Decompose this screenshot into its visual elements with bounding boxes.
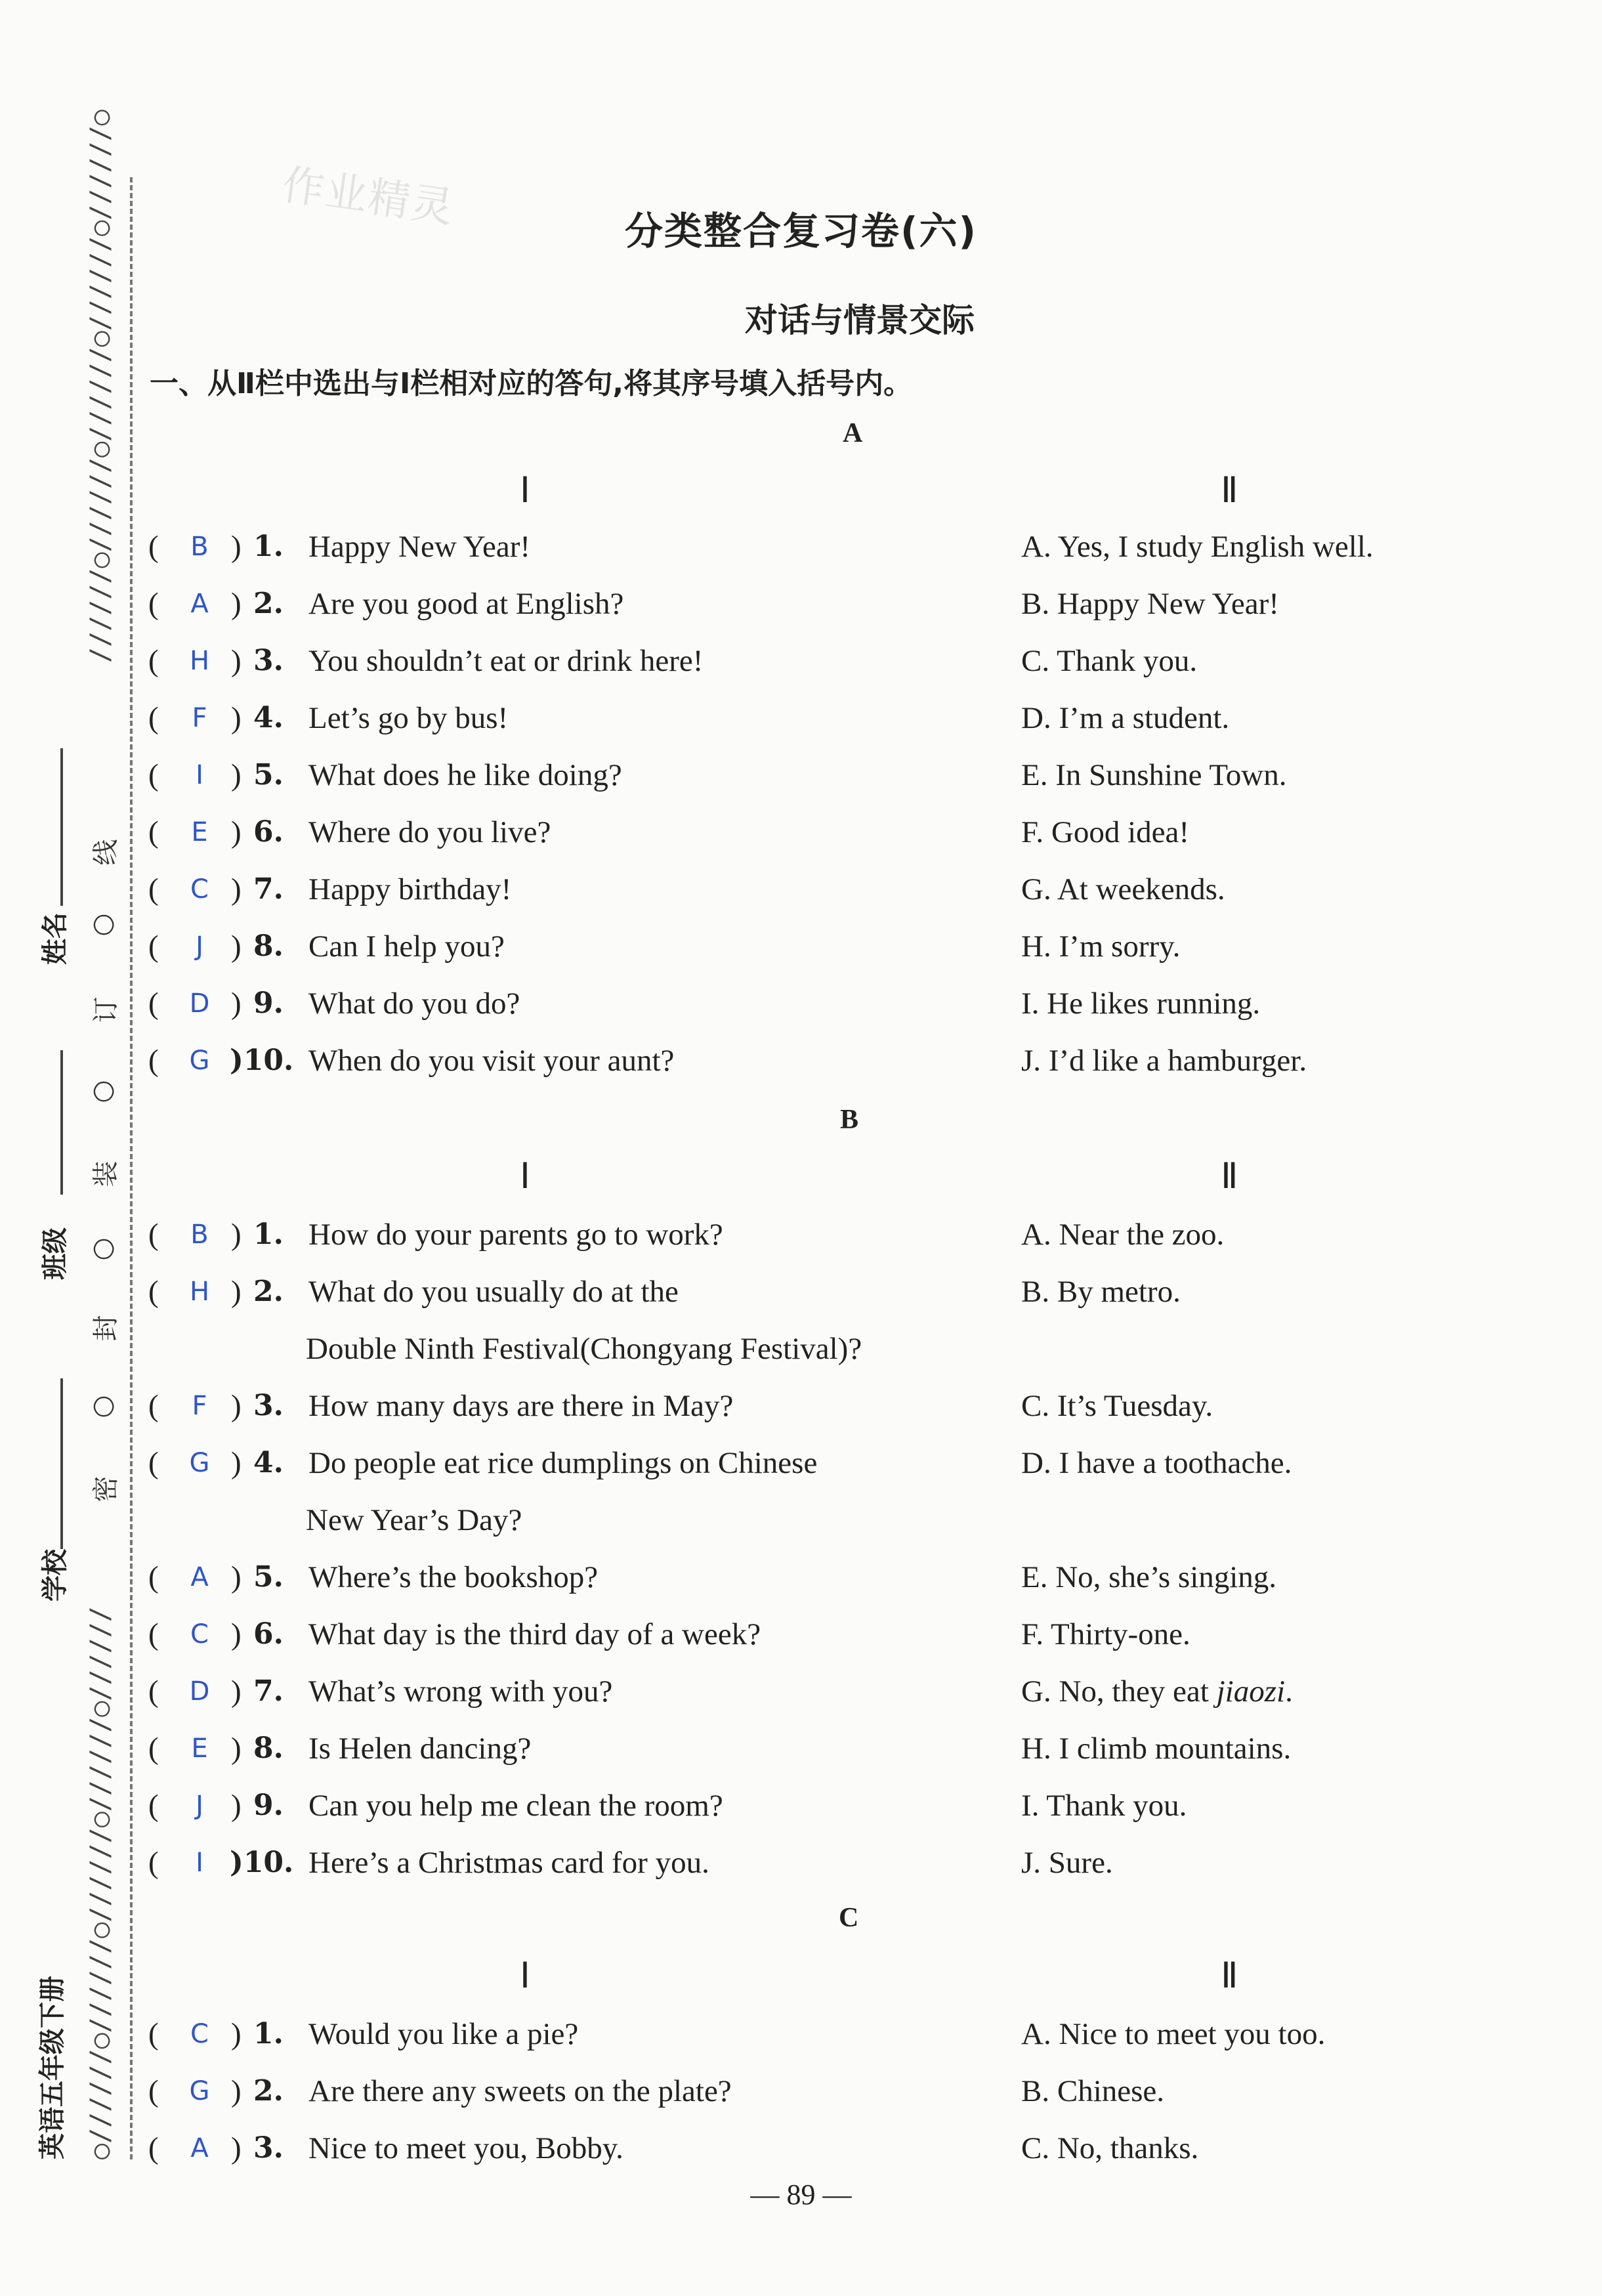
section-label-a: A bbox=[843, 418, 863, 448]
left-paren: ( bbox=[148, 1674, 159, 1709]
option-text-main: A. Yes, I study English well. bbox=[1021, 530, 1374, 564]
question-number: )10. bbox=[230, 1846, 294, 1879]
answer-option bbox=[1021, 975, 1260, 1032]
option-text-main: I. He likes running. bbox=[1021, 987, 1261, 1021]
right-paren: ) bbox=[231, 929, 242, 964]
question-number: 1. bbox=[253, 530, 284, 563]
question-row bbox=[0, 861, 1602, 918]
answer-option bbox=[1021, 2006, 1325, 2062]
question-text: Are you good at English? bbox=[308, 587, 624, 621]
question-number: 6. bbox=[253, 815, 284, 849]
option-text-main: C. It’s Tuesday. bbox=[1021, 1389, 1213, 1423]
question-number: 2. bbox=[253, 2074, 284, 2108]
question-number: )10. bbox=[230, 1044, 294, 1077]
question-number: 3. bbox=[253, 2131, 284, 2165]
option-text-italic: jiaozi bbox=[1216, 1674, 1286, 1709]
answer-option bbox=[1021, 576, 1279, 632]
answer-option bbox=[1021, 1777, 1187, 1834]
right-paren: ) bbox=[231, 644, 242, 678]
answer-value: F bbox=[192, 1391, 207, 1421]
answer-option bbox=[1021, 1378, 1213, 1434]
left-paren: ( bbox=[148, 2131, 159, 2165]
option-text-main: H. I’m sorry. bbox=[1021, 929, 1181, 964]
answer-option bbox=[1021, 861, 1225, 918]
question-text: Are there any sweets on the plate? bbox=[308, 2074, 732, 2108]
question-row bbox=[0, 2006, 1602, 2062]
answer-value: A bbox=[190, 2133, 209, 2163]
answer-value: C bbox=[190, 2019, 209, 2049]
instruction: 一、从Ⅱ栏中选出与Ⅰ栏相对应的答句,将其序号填入括号内。 bbox=[150, 367, 913, 400]
answer-value: H bbox=[189, 646, 210, 676]
left-paren: ( bbox=[148, 1446, 159, 1480]
question-text: What do you do? bbox=[308, 987, 520, 1021]
question-text: How do your parents go to work? bbox=[308, 1218, 723, 1252]
question-number: 6. bbox=[253, 1617, 284, 1651]
section-label-b: B bbox=[840, 1105, 859, 1135]
right-paren: ) bbox=[231, 2074, 242, 2108]
question-continuation bbox=[0, 1321, 1602, 1377]
question-row bbox=[0, 690, 1602, 746]
right-paren: ) bbox=[231, 758, 242, 792]
question-text: When do you visit your aunt? bbox=[308, 1044, 675, 1078]
option-text-main: G. No, they eat bbox=[1021, 1674, 1209, 1709]
right-paren: ) bbox=[231, 815, 242, 849]
option-text-main: D. I’m a student. bbox=[1021, 701, 1230, 735]
option-text-tail: . bbox=[1285, 1674, 1293, 1709]
question-text: Nice to meet you, Bobby. bbox=[308, 2131, 623, 2165]
question-row bbox=[0, 918, 1602, 975]
option-text-main: B. Happy New Year! bbox=[1021, 587, 1279, 621]
question-row bbox=[0, 1835, 1602, 1891]
column-label-right-b: Ⅱ bbox=[1221, 1157, 1238, 1196]
seal-circle-2: ○ bbox=[87, 1080, 117, 1103]
right-paren: ) bbox=[231, 701, 242, 735]
question-number: 2. bbox=[253, 587, 284, 620]
answer-value: B bbox=[190, 532, 209, 562]
question-row bbox=[0, 975, 1602, 1032]
seal-char-feng: 封 bbox=[91, 1315, 121, 1342]
school-label: 学校 bbox=[40, 1549, 70, 1602]
option-text-main: I. Thank you. bbox=[1021, 1789, 1187, 1823]
margin-slash-bottom: ○//////○//////○//////○//////○////// bbox=[85, 1606, 116, 2159]
left-paren: ( bbox=[148, 530, 159, 564]
answer-value: J bbox=[196, 1791, 203, 1821]
right-paren: ) bbox=[231, 1446, 242, 1480]
question-number: 3. bbox=[253, 1389, 284, 1422]
question-row bbox=[0, 519, 1602, 575]
page-title: 分类整合复习卷(六) bbox=[624, 209, 978, 253]
question-row bbox=[0, 1549, 1602, 1605]
question-text: Where do you live? bbox=[308, 815, 551, 849]
question-number: 9. bbox=[253, 987, 284, 1020]
question-text: What’s wrong with you? bbox=[308, 1674, 613, 1709]
right-paren: ) bbox=[231, 1389, 242, 1423]
question-row bbox=[0, 1264, 1602, 1320]
question-row bbox=[0, 1777, 1602, 1834]
column-label-right-c: Ⅱ bbox=[1221, 1956, 1238, 1995]
question-number: 1. bbox=[253, 2017, 284, 2051]
answer-option bbox=[1021, 1549, 1276, 1605]
column-label-left-b: Ⅰ bbox=[520, 1157, 530, 1196]
left-paren: ( bbox=[148, 1846, 159, 1880]
page-number: — 89 — bbox=[750, 2179, 852, 2211]
left-paren: ( bbox=[148, 644, 159, 678]
question-text: Would you like a pie? bbox=[308, 2017, 579, 2051]
question-text: What does he like doing? bbox=[308, 758, 622, 792]
answer-option bbox=[1021, 2063, 1164, 2119]
left-paren: ( bbox=[148, 1218, 159, 1252]
left-paren: ( bbox=[148, 1389, 159, 1423]
answer-value: G bbox=[189, 2076, 210, 2106]
option-text-main: G. At weekends. bbox=[1021, 872, 1225, 906]
question-text: Where’s the bookshop? bbox=[308, 1560, 599, 1594]
question-number: 3. bbox=[253, 644, 284, 677]
right-paren: ) bbox=[231, 1617, 242, 1651]
answer-option bbox=[1021, 633, 1197, 689]
option-text-main: F. Good idea! bbox=[1021, 815, 1189, 849]
question-text: Happy New Year! bbox=[308, 530, 531, 564]
option-text-main: J. Sure. bbox=[1021, 1846, 1113, 1880]
option-text-main: B. By metro. bbox=[1021, 1275, 1181, 1309]
answer-value: D bbox=[189, 1676, 210, 1707]
question-row bbox=[0, 2120, 1602, 2177]
left-paren: ( bbox=[148, 2017, 159, 2051]
answer-value: F bbox=[192, 703, 207, 733]
answer-value: I bbox=[196, 760, 203, 790]
question-number: 1. bbox=[253, 1218, 284, 1251]
question-row bbox=[0, 1720, 1602, 1777]
seal-circle-4: ○ bbox=[87, 1395, 117, 1418]
question-number: 5. bbox=[253, 1560, 284, 1594]
left-paren: ( bbox=[148, 1789, 159, 1823]
question-number: 9. bbox=[253, 1789, 284, 1822]
page-subtitle: 对话与情景交际 bbox=[745, 301, 975, 339]
seal-char-xian: 线 bbox=[91, 839, 121, 866]
question-number: 7. bbox=[253, 872, 284, 906]
seal-char-zhuang: 装 bbox=[91, 1160, 121, 1187]
option-text-main: F. Thirty-one. bbox=[1021, 1617, 1191, 1651]
right-paren: ) bbox=[231, 1674, 242, 1709]
column-label-left-c: Ⅰ bbox=[520, 1956, 530, 1995]
option-text-main: H. I climb mountains. bbox=[1021, 1732, 1292, 1766]
seal-circle-1: ○ bbox=[87, 913, 117, 937]
option-text-main: J. I’d like a hamburger. bbox=[1021, 1044, 1307, 1078]
left-paren: ( bbox=[148, 1275, 159, 1309]
right-paren: ) bbox=[231, 1275, 242, 1309]
left-paren: ( bbox=[148, 701, 159, 735]
answer-value: H bbox=[189, 1277, 210, 1307]
answer-option bbox=[1021, 1264, 1181, 1320]
option-text-main: A. Nice to meet you too. bbox=[1021, 2017, 1326, 2051]
left-paren: ( bbox=[148, 1044, 159, 1078]
option-text-main: D. I have a toothache. bbox=[1021, 1446, 1292, 1480]
section-label-c: C bbox=[839, 1903, 859, 1933]
question-row bbox=[0, 576, 1602, 632]
question-row bbox=[0, 2063, 1602, 2119]
right-paren: ) bbox=[231, 1732, 242, 1766]
left-paren: ( bbox=[148, 1732, 159, 1766]
seal-char-mi: 密 bbox=[91, 1476, 121, 1502]
answer-value: J bbox=[196, 931, 203, 962]
question-number: 7. bbox=[253, 1674, 284, 1708]
option-text-main: A. Near the zoo. bbox=[1021, 1218, 1225, 1252]
question-number: 8. bbox=[253, 1732, 284, 1765]
answer-value: D bbox=[189, 989, 210, 1019]
answer-option bbox=[1021, 1663, 1293, 1720]
right-paren: ) bbox=[231, 2131, 242, 2165]
answer-value: C bbox=[190, 874, 209, 904]
option-text-main: C. No, thanks. bbox=[1021, 2131, 1199, 2165]
left-paren: ( bbox=[148, 815, 159, 849]
margin-slash-top: //////○//////○//////○//////○//////○ bbox=[85, 110, 116, 663]
right-paren: ) bbox=[231, 1560, 242, 1594]
question-row bbox=[0, 804, 1602, 861]
answer-option bbox=[1021, 2120, 1198, 2177]
answer-value: E bbox=[191, 1733, 208, 1764]
question-text: Can you help me clean the room? bbox=[308, 1789, 723, 1823]
option-text-main: E. In Sunshine Town. bbox=[1021, 758, 1287, 792]
question-text-continued: New Year’s Day? bbox=[306, 1503, 522, 1537]
answer-option bbox=[1021, 690, 1229, 746]
left-paren: ( bbox=[148, 1617, 159, 1651]
left-paren: ( bbox=[148, 587, 159, 621]
option-text-main: B. Chinese. bbox=[1021, 2074, 1165, 2108]
question-number: 4. bbox=[253, 1446, 284, 1479]
question-text: Happy birthday! bbox=[308, 872, 512, 906]
left-paren: ( bbox=[148, 929, 159, 964]
right-paren: ) bbox=[231, 1218, 242, 1252]
answer-option bbox=[1021, 918, 1180, 975]
question-number: 8. bbox=[253, 929, 284, 963]
question-text: Here’s a Christmas card for you. bbox=[308, 1846, 709, 1880]
book-label: 英语五年级下册 bbox=[37, 1976, 68, 2159]
class-label: 班级 bbox=[40, 1227, 70, 1280]
left-paren: ( bbox=[148, 987, 159, 1021]
left-paren: ( bbox=[148, 1560, 159, 1594]
right-paren: ) bbox=[231, 587, 242, 621]
question-text-continued: Double Ninth Festival(Chongyang Festival)? bbox=[306, 1332, 862, 1366]
right-paren: ) bbox=[231, 530, 242, 564]
name-label: 姓名 bbox=[40, 912, 70, 965]
answer-option bbox=[1021, 1606, 1191, 1663]
question-text: How many days are there in May? bbox=[308, 1389, 734, 1423]
right-paren: ) bbox=[231, 1789, 242, 1823]
question-text: What do you usually do at the bbox=[308, 1275, 679, 1309]
question-row bbox=[0, 1206, 1602, 1263]
question-text: Can I help you? bbox=[308, 929, 505, 964]
question-row bbox=[0, 633, 1602, 689]
left-paren: ( bbox=[148, 758, 159, 792]
answer-value: G bbox=[189, 1046, 210, 1076]
right-paren: ) bbox=[231, 987, 242, 1021]
answer-value: B bbox=[190, 1220, 209, 1250]
answer-value: A bbox=[190, 1562, 209, 1592]
answer-option bbox=[1021, 519, 1374, 575]
answer-option bbox=[1021, 1720, 1291, 1777]
question-number: 5. bbox=[253, 758, 284, 792]
question-row bbox=[0, 1663, 1602, 1720]
question-row bbox=[0, 1435, 1602, 1491]
question-text: Is Helen dancing? bbox=[308, 1732, 532, 1766]
answer-value: C bbox=[190, 1619, 209, 1649]
answer-value: A bbox=[190, 589, 209, 619]
answer-value: G bbox=[189, 1448, 210, 1478]
answer-option bbox=[1021, 804, 1189, 861]
option-text-main: C. Thank you. bbox=[1021, 644, 1198, 678]
question-number: 2. bbox=[253, 1275, 284, 1308]
question-row bbox=[0, 1378, 1602, 1434]
question-row bbox=[0, 747, 1602, 803]
question-number: 4. bbox=[253, 701, 284, 734]
question-continuation bbox=[0, 1492, 1602, 1548]
answer-value: E bbox=[191, 817, 208, 847]
question-row bbox=[0, 1606, 1602, 1663]
answer-option bbox=[1021, 747, 1286, 803]
answer-option bbox=[1021, 1835, 1113, 1891]
seal-circle-3: ○ bbox=[87, 1237, 117, 1261]
column-label-left: Ⅰ bbox=[520, 471, 530, 510]
question-text: Do people eat rice dumplings on Chinese bbox=[308, 1446, 818, 1480]
column-label-right: Ⅱ bbox=[1221, 471, 1238, 510]
right-paren: ) bbox=[231, 872, 242, 906]
left-paren: ( bbox=[148, 2074, 159, 2108]
seal-char-ding: 订 bbox=[91, 996, 121, 1023]
question-text: What day is the third day of a week? bbox=[308, 1617, 761, 1651]
option-text-main: E. No, she’s singing. bbox=[1021, 1560, 1277, 1594]
watermark: 作业精灵 bbox=[279, 160, 458, 233]
question-row bbox=[0, 1032, 1602, 1089]
answer-value: I bbox=[196, 1848, 203, 1878]
answer-option bbox=[1021, 1032, 1307, 1089]
question-text: You shouldn’t eat or drink here! bbox=[308, 644, 704, 678]
question-text: Let’s go by bus! bbox=[308, 701, 509, 735]
right-paren: ) bbox=[231, 2017, 242, 2051]
answer-option bbox=[1021, 1206, 1224, 1263]
left-paren: ( bbox=[148, 872, 159, 906]
answer-option bbox=[1021, 1435, 1292, 1491]
